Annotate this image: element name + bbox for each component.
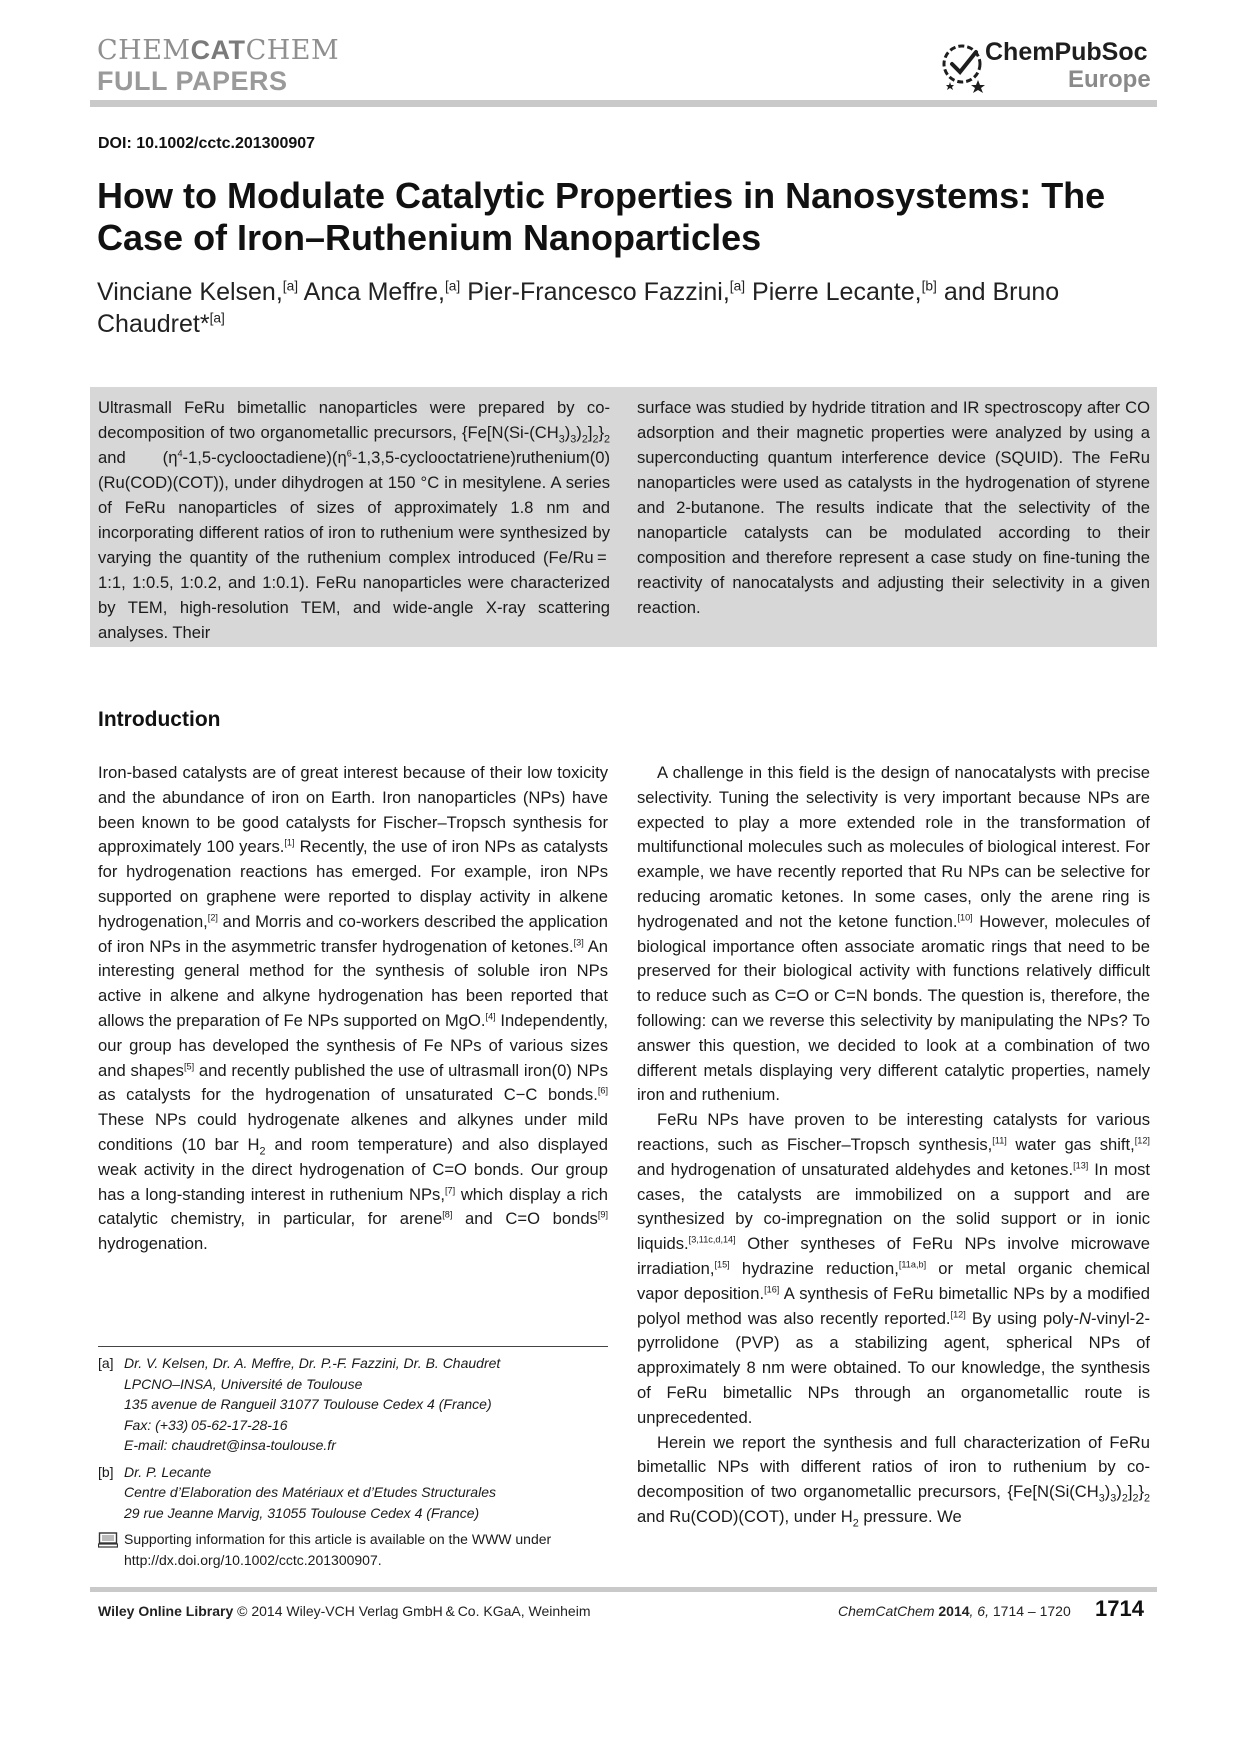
publisher-name: ChemPubSoc <box>985 38 1148 66</box>
paragraph: FeRu NPs have proven to be interesting catalysts for various reactions, such as Fischer–Tropsch synthesis,[11] water gas shift,[12] and hydrogenation of unsaturated aldehydes and ketones.[13] In most cases, the catalysts are immobilized on a support and are synthesized by co-impregnation on the solid support or in ionic liquids.[3,11c,d,14] Other syntheses of FeRu NPs involve microwave irradiation,[15] hydrazine reduction,[11a,b] or metal organic chemical vapor deposition.[16] A synthesis of FeRu bimetallic NPs by a modified polyol method was also recently reported.[12] By using poly-N-vinyl-2-pyrrolidone (PVP) as a stabilizing agent, spherical NPs of approximately 8 nm were obtained. To our knowledge, the synthesis of FeRu bimetallic NPs through an organometallic route is unprecedented. <box>637 1110 1150 1427</box>
citation: [12] <box>950 1309 966 1319</box>
affiliation-mark: [a] <box>444 278 461 294</box>
article-title: How to Modulate Catalytic Properties in Nanosystems: The Case of Iron–Ruthenium Nanoparticles <box>97 175 1106 258</box>
affiliation-a: [a] Dr. V. Kelsen, Dr. A. Meffre, Dr. P.-F. Fazzini, Dr. B. Chaudret LPCNO–INSA, Université de Toulouse 135 avenue de Rangueil 31077 Toulouse Cedex 4 (France) Fax: (+33) 05-62-17-28-16 E-mail: chaudret@insa-toulouse.fr <box>98 1355 501 1453</box>
footer-copyright: Wiley Online Library © 2014 Wiley-VCH Verlag GmbH & Co. KGaA, Weinheim <box>98 1603 591 1619</box>
author-list <box>97 276 1157 340</box>
affiliations <box>98 1353 618 1570</box>
footer-citation: ChemCatChem 2014, 6, 1714 – 1720 <box>838 1603 1071 1619</box>
doi: DOI: 10.1002/cctc.201300907 <box>98 135 316 152</box>
citation: [4] <box>485 1011 496 1022</box>
header-rule <box>90 100 1157 107</box>
citation: [6] <box>597 1085 608 1096</box>
supporting-information-note: Supporting information for this article is available on the WWW under http://dx.doi.org/10.1002/cctc.201300907. <box>98 1529 618 1570</box>
citation: [13] <box>1073 1160 1089 1171</box>
supporting-information-link[interactable]: http://dx.doi.org/10.1002/cctc.201300907. <box>124 1551 382 1568</box>
article-section: FULL PAPERS <box>97 66 288 96</box>
journal-name: CHEMCATCHEM <box>97 35 340 66</box>
citation: [3,11c,d,14] <box>688 1234 736 1245</box>
section-heading-introduction: Introduction <box>98 708 221 731</box>
affiliation-mark: [a] <box>729 278 746 294</box>
wiley-online-library-link[interactable]: Wiley Online Library <box>98 1603 234 1619</box>
author: Vinciane Kelsen, <box>97 278 283 306</box>
citation: [9] <box>597 1209 609 1220</box>
citation: [15] <box>714 1259 730 1270</box>
publisher-region: Europe <box>1068 66 1151 93</box>
citation: [1] <box>284 837 295 848</box>
citation: [8] <box>442 1209 453 1220</box>
author: Anca Meffre, <box>303 278 445 306</box>
abstract-box <box>90 387 1157 647</box>
citation: [16] <box>764 1284 780 1295</box>
affiliation-mark: [b] <box>921 278 937 294</box>
citation: [11a,b] <box>898 1259 927 1270</box>
author: Pier-Francesco Fazzini, <box>467 278 730 306</box>
citation: [7] <box>444 1185 456 1196</box>
citation: [2] <box>207 912 218 923</box>
author: Pierre Lecante, <box>752 278 922 306</box>
author: and Bruno Chaudret* <box>97 278 1060 338</box>
page-number: 1714 <box>1095 1596 1144 1621</box>
citation: [3] <box>573 937 584 948</box>
body-left-column <box>98 761 608 1257</box>
affiliation-mark: [a] <box>282 278 299 294</box>
citation: [5] <box>183 1061 195 1072</box>
computer-icon <box>98 1532 118 1548</box>
affiliation-mark: [a] <box>209 310 225 326</box>
abstract-right-column: surface was studied by hydride titration and IR spectroscopy after CO adsorption and their magnetic properties were analyzed by using a superconducting quantum interference device (SQUID). The FeRu nanoparticles were used as catalysts in the hydrogenation of styrene and 2-butanone. The results indicate that the selectivity of the nanoparticle catalysts can be modulated according to their composition and therefore represent a case study on fine-tuning the reactivity of nanocatalysts and adjusting their selectivity in a given reaction. <box>637 398 1150 617</box>
citation: [11] <box>992 1135 1007 1146</box>
abstract-left-column: Ultrasmall FeRu bimetallic nanoparticles were prepared by co-decomposition of two organometallic precursors, $\{Fe[N(Si-(CH_3)_3)_2]_2\}_2$ and $(\eta^4-1,5-cyclooctadiene)(\eta^6-1,3,5-cyclooctatriene)ruthenium(0)$ (Ru(COD)(COT)), under dihydrogen at 150 °C in mesitylene. A series of FeRu nanoparticles of sizes of approximately 1.8 nm and incorporating different ratios of iron to ruthenium were synthesized by varying the quantity of the ruthenium complex introduced (Fe/Ru = 1:1, 1:0.5, 1:0.2, and 1:0.1). FeRu nanoparticles were characterized by TEM, high-resolution TEM, and wide-angle X-ray scattering analyses. Their <box>98 398 610 642</box>
citation: [12] <box>1134 1135 1150 1146</box>
paragraph: Herein we report the synthesis and full characterization of FeRu bimetallic NPs with different ratios of iron to ruthenium by co-decomposition of two organometallic precursors, $\{Fe[N(Si(CH_3)_3)_2]_2\}_2$ and Ru(COD)(COT), under $H_2$ pressure. We <box>637 1432 1150 1530</box>
body-right-column <box>637 761 1150 1530</box>
footnote-rule <box>98 1346 608 1347</box>
paragraph: Iron-based catalysts are of great interest because of their low toxicity and the abundance of iron on Earth. Iron nanoparticles (NPs) have been known to be good catalysts for Fischer–Tropsch synthesis for approximately 100 years.[1] Recently, the use of iron NPs as catalysts for hydrogenation reactions has emerged. For example, iron NPs supported on graphene were reported to display activity in alkene hydrogenation,[2] and Morris and co-workers described the application of iron NPs in the asymmetric transfer hydrogenation of ketones.[3] An interesting general method for the synthesis of soluble iron NPs active in alkene and alkyne hydrogenation has been reported that allows the preparation of Fe NPs supported on MgO.[4] Independently, our group has developed the synthesis of Fe NPs of various sizes and shapes[5] and recently published the use of ultrasmall iron(0) NPs as catalysts for the hydrogenation of unsaturated C−C bonds.[6] These NPs could hydrogenate alkenes and alkynes under mild conditions (10 bar $H_2$ and room temperature) and also displayed weak activity in the direct hydrogenation of C=O bonds. Our group has a long-standing interest in ruthenium NPs,[7] which display a rich catalytic chemistry, in particular, for arene[8] and C=O bonds[9] hydrogenation. <box>98 763 609 1254</box>
paragraph: A challenge in this field is the design of nanocatalysts with precise selectivity. Tuning the selectivity is very important because NPs are expected to play a more extended role in the transformation of multifunctional molecules such as molecules of biological interest. For example, we have recently reported that Ru NPs can be selective for reducing aromatic ketones. In some cases, only the arene ring is hydrogenated and not the ketone function.[10] However, molecules of biological importance often associate aromatic rings that need to be preserved for their biological activity with functions relatively difficult to reduce such as C=O or C=N bonds. The question is, therefore, the following: can we reverse this selectivity by manipulating the NPs? To answer this question, we decided to look at a combination of two different metals displaying very different catalytic properties, namely iron and ruthenium. <box>637 763 1150 1105</box>
footer-rule <box>90 1587 1157 1592</box>
affiliation-b: [b] Dr. P. Lecante Centre d’Elaboration des Matériaux et d’Etudes Structurales 29 rue Jeanne Marvig, 31055 Toulouse Cedex 4 (France) <box>98 1463 496 1521</box>
citation: [10] <box>957 912 973 923</box>
